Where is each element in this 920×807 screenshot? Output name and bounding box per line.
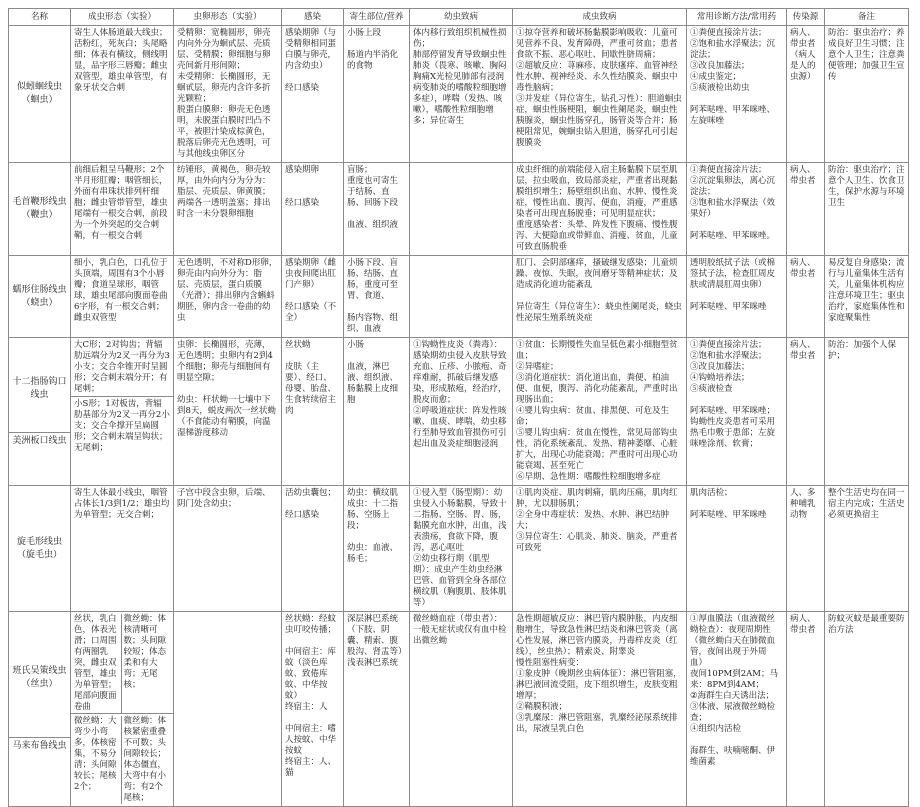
egg-morphology <box>174 612 282 807</box>
parasitic-site: 幼虫：横纹肌 成虫：十二指肠、空肠上段； 幼虫：血液、肠毛； <box>344 486 410 612</box>
diagnosis-drugs: ①厚血膜法（血液微丝蚴检查）：夜现周期性（微丝蚴白天在肺微血管，夜间出现于外周血） 夜间10PM到2AM；马来：8PM到4AM； ②海群生白天诱出法； ③体液、尿液微丝蚴检查； ④组织内活检 海群生、呋喃嘧酮、伊维菌素 <box>687 612 787 807</box>
parasite-name-2: 美洲板口线虫 <box>9 432 70 448</box>
larva-pathology <box>410 163 513 256</box>
parasitic-site: 深层淋巴系统（下肢、阴囊、精索、腹股沟、肾盂等）浅表淋巴系统 <box>344 612 410 807</box>
adult-morphology: 细小，乳白色，口孔位于头顶端，周围有3个小唇瓣；食道呈球形，咽管球，雄虫尾部向腹面卷曲6字形，有一根交合刺；雌虫双管型 <box>71 256 174 338</box>
diagnosis-drugs: 肌肉活检； 阿苯哒唑、甲苯咪唑 <box>687 486 787 612</box>
header-note: 备注 <box>825 9 909 26</box>
infection-source: 病人、带虫者 <box>787 163 825 256</box>
parasitic-site: 小肠上段 肠道内半消化的食物 <box>344 26 410 163</box>
adult-morphology-1: 大C形；2对钩齿；背辐肋远端分为2叉一再分为3小支；交合伞锥开时呈圆形；交合刺末端分开；有尾刺； <box>74 340 170 394</box>
larva-pathology <box>410 256 513 338</box>
header-egg-morphology: 虫卵形态（实验） <box>174 9 282 26</box>
infection-source: 病人、带虫者 <box>787 256 825 338</box>
header-infection: 感染 <box>282 9 344 26</box>
egg-morphology: 子宫中段含虫卵，后端、阴门处含幼虫； <box>174 486 282 612</box>
adult-morphology: 前细后粗呈马鞭形；2个半月形肛瓣；咽管细长，外面有串珠状排列杆细胞；雌虫管带管型，雄虫尾端有一根交合刺，前段为一个外突起的交合刺鞘，有一根交合刺 <box>71 163 174 256</box>
infection: 感染期卵 经口感染 <box>282 163 344 256</box>
table-row <box>9 486 909 612</box>
larva-pathology: 微丝蚴血症（带虫者）：一般无症状或仅有血中检出微丝蚴 <box>410 612 513 807</box>
diagnosis-drugs: ①粪便直接涂片法； ②沉淀集卵法，离心沉淀法； ③饱和盐水浮聚法（效果好） 阿苯哒唑、甲苯咪唑。 <box>687 163 787 256</box>
infection-source: 病人、带虫者 <box>787 612 825 807</box>
larva-pathology: ①侵入型（肠型期）：幼虫侵入小肠黏膜，导致十二指肠、空肠、胃、肠，黏膜充血水肿，出血，浅表溃疡，食欲下降，腹泻，恶心呕吐 ②幼虫移行期（肌型期）：成虫产生幼虫经淋巴管、血管到全身各部位横纹肌（胸腹肌、肢体肌等） <box>410 486 513 612</box>
nematode-comparison-table <box>8 8 909 807</box>
parasite-name-1: 十二指肠钩口线虫 <box>12 376 67 400</box>
infection-source: 病人、带虫者（病人是人的虫源） <box>787 26 825 163</box>
adult-pathology: ①贫血：长期慢性失血呈低色素小细胞型贫血； ②异嗜症； ③消化道症状：消化道出血，粪便、柏油便、血便，腹泻、消化功能紊乱，严重时出现肠出血； ④婴儿钩虫病：贫血、排黑便、可危及生命； ⑤婴儿钩虫病：贫血在慢性，常见局部钩虫性，消化系统紊乱、发热、精神萎靡、心脏扩大，出现心功能衰竭；严重时可出现心功能衰竭、甚至死亡 ⑥早期、急性期：嗜酸性粒细胞增多症 <box>513 338 687 486</box>
diagnosis-drugs: ①粪便直接涂片法； ②饱和盐水浮聚法；沉淀法； ③改良加藤法； ④成虫鉴定； ⑤痰液检出幼虫 阿苯哒唑、甲苯咪唑、左旋咪唑 <box>687 26 787 163</box>
header-source: 传染源 <box>787 9 825 26</box>
diagnosis-drugs: 透明胶纸拭子法（或棉签拭子法，检查肛周皮肤或清晨肛周虫卵） 阿苯哒唑、甲苯咪唑 <box>687 256 787 338</box>
adult-morphology-split-2 <box>71 713 173 804</box>
table-row <box>9 256 909 338</box>
adult-morphology <box>71 338 174 486</box>
infection: 丝状蚴 皮肤（主要）、经口、母婴、胎盘、生食转续宿主肉 <box>282 338 344 486</box>
infection: 感染期卵（雌虫夜间爬出肛门产卵） 经口感染（不全） <box>282 256 344 338</box>
remarks: 整个生活史均在同一宿主内完成；生活史必须更换宿主 <box>825 486 909 612</box>
adult-pathology: 成虫纤细的前端能侵入宿主肠黏膜下层至肌层，拉虫吸血，致局部炎症，严重者出现黏膜组织增生；肠壁组织出血、水肿、慢性炎症，慢性出血、腹泻、便血，消瘦，严重感染者可出现直肠脱垂；可见明显症状； 重度感染者：头晕、阵发性下腹痛、慢性腹泻、大便隐血或带鲜血、消瘦、贫血，儿童可致直肠脱垂 <box>513 163 687 256</box>
remarks: 防治：驱虫治疗；注意个人卫生、饮食卫生，保护水源与环境卫生 <box>825 163 909 256</box>
remarks: 防治：驱虫治疗；养成良好卫生习惯；注意个人卫生；注意粪便管理；加强卫生宣传 <box>825 26 909 163</box>
parasite-name: 旋毛形线虫（旋毛虫） <box>9 486 71 612</box>
microfilaria-2: 微丝蚴：体核紧密重叠不可数；头间隙较长；体态僵直，大弯中有小弯；有2个尾核； <box>121 716 171 804</box>
adult-morphology-2: 小S形；1对板齿，背辐肋基部分为2叉一再分2小支；交合伞撑开呈扁圆形；交合刺末端呈钩状；无尾刺； <box>71 396 173 454</box>
table-row <box>9 163 909 256</box>
egg-morphology: 纺锤形，黄褐色，卵壳较厚，由外向内分为分为：脂层、壳质层、卵黄膜；两端各一透明盖塞；排出时含一未分裂卵细胞 <box>174 163 282 256</box>
adult-morphology-2: 微丝蚴：大弯少小弯多，体核密集，不易分清；头间隙较长；尾核2个； <box>74 716 117 792</box>
egg-morphology: 无色透明，不对称D形卵，卵壳由内向外分为：脂层、壳质层，蛋白质膜（光滑）；排出卵内含蝌蚪期胚，卵内含一卷曲的幼虫 <box>174 256 282 338</box>
table-row <box>9 26 909 163</box>
diagnosis-drugs: ①粪便直接涂片法； ②饱和盐水浮聚法； ③改良加藤法； ④钩蚴培养法； ⑤痰液检查 阿苯哒唑、甲苯咪唑；钩蚴性皮炎患者可采用热毛巾敷于患部；左旋咪唑涂剂、软膏； <box>687 338 787 486</box>
parasite-name: 蠕形住肠线虫 （蛲虫） <box>9 256 71 338</box>
remarks: 防蚊灭蚊是最重要防治方法 <box>825 612 909 807</box>
header-site: 寄生部位/营养 <box>344 9 410 26</box>
adult-morphology: 寄生人体最小线虫，咽管占体长1/3到1/2；雄虫均为单管型；无交合刺； <box>71 486 174 612</box>
parasite-name: 似蚓蛔线虫 （蛔虫） <box>9 26 71 163</box>
infection: 感染期卵（与受精卵相同蛋白膜与卵壳，内含幼虫） 经口感染 <box>282 26 344 163</box>
parasite-name <box>9 612 71 807</box>
larva-pathology: 体内移行致组织机械性损伤； 肺部停留发育导致蛔虫性肺炎（畏寒、咳嗽、胸闷胸痛X光检见肺部有浸润病变肺炎的嗜酸粒细胞增多症），哮喘（发热、咳嗽），嗜酸性粒细胞增多；异位寄生 <box>410 26 513 163</box>
infection: 活幼虫囊包； 经口感染 <box>282 486 344 612</box>
microfilaria-1: 微丝蚴：体核清晰可数；头间隙较短；体态柔和有大弯；无尾核； <box>121 614 171 713</box>
header-name: 名称 <box>9 9 71 26</box>
header-diagnosis: 常用诊断方法/常用药 <box>687 9 787 26</box>
header-adult-morphology: 成虫形态（实验） <box>71 9 174 26</box>
header-adult-pathology: 成虫致病 <box>513 9 687 26</box>
parasite-name: 毛首鞭形线虫 （鞭虫） <box>9 163 71 256</box>
egg-morphology: 受精卵：宽椭圆形，卵壳内向外分为蛔甙层、壳质层、受精膜；卵细胞与卵壳间新月形间隙； 未受精卵：长椭圆形，无蛔甙层，卵壳内含许多折光颗粒； 脱蛋白膜卵：卵壳无色透明，未脱蛋白膜时凹凸不平，被胆汁染成棕黄色，脱落后卵壳无色透明，可与其他线虫卵区分 <box>174 26 282 163</box>
adult-morphology-split <box>74 614 170 713</box>
table-row <box>9 338 909 486</box>
parasite-name-1: 班氏吴策线虫 （丝虫） <box>12 666 67 689</box>
remarks: 防治：加强个人保护； <box>825 338 909 486</box>
adult-pathology: ①肌肉炎症、肌肉刺痛，肌肉压痛，肌肉红肿，尤以腓肠肌； ②全身中毒症状：发热、水肿、淋巴结肿大； ③异位寄生：心肌炎、肺炎、脑炎，严重者可致死 <box>513 486 687 612</box>
remarks: 易反复自身感染；流行与儿童集体生活有关，儿童集体机构应注意环境卫生；驱虫治疗，家庭集体性和家庭聚集性 <box>825 256 909 338</box>
adult-morphology <box>71 612 174 807</box>
larva-pathology: ①钩蚴性皮炎（粪毒）：感染期幼虫侵入皮肤导致充血、丘疹、小脓疱、奇痒难耐，抓破后继发感染，形成脓疱，经治疗，脱皮而愈； ②呼吸道症状：阵发性咳嗽、血痰、哮喘，幼虫移行至肺导致血管损伤可引起出血及炎症细胞浸润 <box>410 338 513 486</box>
infection-source: 病人、带虫者 <box>787 338 825 486</box>
adult-morphology-1: 丝状，乳白色，体表光滑；口周围有两圈乳突，雌虫双管型，雄虫为单管型；尾部向腹面卷曲 <box>74 614 117 712</box>
table-row <box>9 612 909 807</box>
parasitic-site: 盲肠； 重度也可寄生于结肠、直肠、回肠下段 血液、组织液 <box>344 163 410 256</box>
header-row <box>9 9 909 26</box>
infection: 丝状蚴：经蚊虫叮咬传播； 中间宿主：库蚊（淡色库蚊、致倦库蚊、中华按蚊） 终宿主：人 中间宿主：嗜人按蚊、中华按蚊 终宿主：人、猫 <box>282 612 344 807</box>
adult-morphology: 寄生人体肠道最大线虫；活粉红，死灰白；头尾略细；体表有横纹，侧线明显，品字形三唇瓣；雌虫双管型，雄虫单管型，有象牙状交合刺 <box>71 26 174 163</box>
egg-morphology: 虫卵：长椭圆形，壳薄，无色透明；虫卵内有2到4个细胞；卵壳与细胞间有明显空隙； 幼虫：杆状蚴一七壤中下到8天，蜕皮两次一丝状蚴（不食能动有鞘膜，向温湿梯游度移动 <box>174 338 282 486</box>
infection-source: 人、多种哺乳动物 <box>787 486 825 612</box>
parasite-name <box>9 338 71 486</box>
adult-pathology: ①掠夺营养和破坏肠黏膜影响吸收：儿童可见营养不良、发育障碍，严重可贫血；患者食欲不振、恶心呕吐、间歇性脐周痛； ②超敏反应：荨麻疹、皮肤瘙痒、血管神经性水肿、视神经炎、永久性结膜炎、蛔虫中毒性脑病； ③并发症（异位寄生，钻孔习性）：胆道蛔虫症，蛔虫性肠梗阻，蛔虫性阑尾炎，蛔虫性胰腺炎，蛔虫性肠穿孔，肠管炎等合并；肠梗阻常见，婉蛔虫钻入胆道，肠穿孔可引起腹膜炎 <box>513 26 687 163</box>
parasite-name-2: 马来布鲁线虫 <box>9 737 70 753</box>
adult-pathology: 急性期超敏反应：淋巴管内膜肿胀，内皮细胞增生，导致急性淋巴结炎和淋巴管炎（离心性发展，淋巴管内膜炎，丹毒样皮炎（红线），丝虫热）；精索炎、附睾炎 慢性阻塞性病变： ①象皮肿（晚期丝虫病体征）：淋巴管阻塞，淋巴液回流受阻，皮下组织增生，皮肤变粗增厚； ②鞘膜积液； ③乳糜尿：淋巴管阻塞，乳糜经泌尿系统排出，尿液呈乳白色 <box>513 612 687 807</box>
adult-pathology: 肛门、会阴部瘙痒，搔破继发感染；儿童烦躁、夜惊、失眠，夜间磨牙等精神症状；及造成消化道功能紊乱 异位寄生（异位寄生）：蛲虫性阑尾炎，蛲虫性泌尿生殖系统炎症 <box>513 256 687 338</box>
parasitic-site: 小肠 血液，淋巴液、组织液、肠黏膜上皮细胞 <box>344 338 410 486</box>
parasitic-site: 小肠下段、盲肠、结肠、直肠，重度可至胃、食道、 肠内容物、组织、血液 <box>344 256 410 338</box>
header-larva-pathology: 幼虫致病 <box>410 9 513 26</box>
